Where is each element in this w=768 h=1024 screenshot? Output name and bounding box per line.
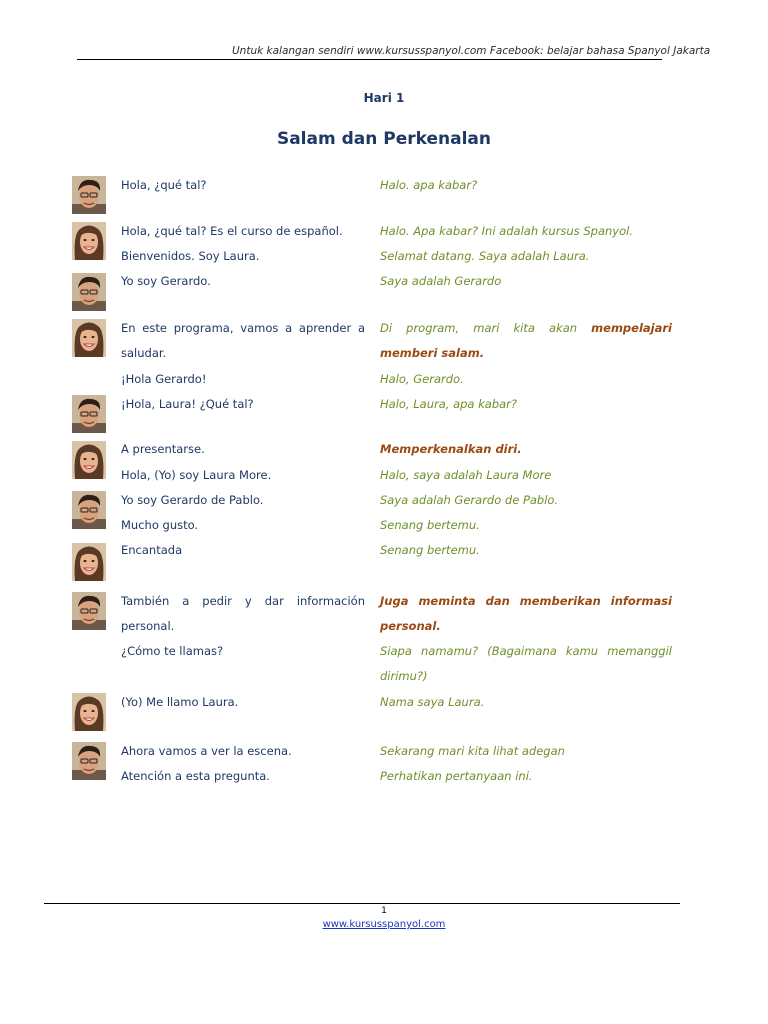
page-number: 1 <box>381 906 387 916</box>
spanish-line: Hola, ¿qué tal? <box>121 178 207 192</box>
spanish-line: Mucho gusto. <box>121 518 199 532</box>
gerardo-avatar-icon <box>72 742 106 780</box>
spanish-line: A presentarse. <box>121 442 205 456</box>
laura-avatar-icon <box>72 543 106 581</box>
spanish-line: Bienvenidos. Soy Laura. <box>121 249 260 263</box>
gerardo-avatar-icon <box>72 491 106 529</box>
indonesian-line: Senang bertemu. <box>380 543 480 557</box>
indonesian-line: Senang bertemu. <box>380 518 480 532</box>
indonesian-line: Halo. Apa kabar? Ini adalah kursus Spanyol. <box>380 224 633 238</box>
spanish-line: También a pedir y dar información personal. <box>121 594 365 633</box>
spanish-line: Ahora vamos a ver la escena. <box>121 744 292 758</box>
spanish-line: Yo soy Gerardo. <box>121 274 211 288</box>
spanish-line: En este programa, vamos a aprender a saludar. <box>121 321 365 360</box>
indonesian-line: Nama saya Laura. <box>380 695 485 709</box>
indonesian-line: Sekarang mari kita lihat adegan <box>380 744 565 758</box>
indonesian-line: Saya adalah Gerardo <box>380 274 502 288</box>
footer-link[interactable]: www.kursusspanyol.com <box>322 919 446 930</box>
indonesian-line-highlighted: Juga meminta dan memberikan informasi personal. <box>380 594 672 633</box>
spanish-line: Atención a esta pregunta. <box>121 769 270 783</box>
highlighted-phrase: mempelajari memberi salam. <box>380 321 672 360</box>
day-label: Hari 1 <box>363 91 405 105</box>
indonesian-line: Halo, Laura, apa kabar? <box>380 397 518 411</box>
indonesian-line-text: Di program, mari kita akan <box>380 321 592 335</box>
spanish-line: Yo soy Gerardo de Pablo. <box>121 493 264 507</box>
gerardo-avatar-icon <box>72 176 106 214</box>
laura-avatar-icon <box>72 693 106 731</box>
gerardo-avatar-icon <box>72 273 106 311</box>
spanish-line: ¡Hola, Laura! ¿Qué tal? <box>121 397 254 411</box>
spanish-line: (Yo) Me llamo Laura. <box>121 695 239 709</box>
footer-divider <box>44 903 680 904</box>
spanish-line: ¿Cómo te llamas? <box>121 644 224 658</box>
gerardo-avatar-icon <box>72 395 106 433</box>
page-title: Salam dan Perkenalan <box>276 129 492 149</box>
indonesian-line <box>380 316 672 366</box>
indonesian-line: Siapa namamu? (Bagaimana kamu memanggil dirimu?) <box>380 644 672 683</box>
indonesian-line: Perhatikan pertanyaan ini. <box>380 769 533 783</box>
gerardo-avatar-icon <box>72 592 106 630</box>
indonesian-line: Saya adalah Gerardo de Pablo. <box>380 493 559 507</box>
spanish-line: Encantada <box>121 543 183 557</box>
indonesian-line: Halo. apa kabar? <box>380 178 478 192</box>
laura-avatar-icon <box>72 441 106 479</box>
spanish-line: ¡Hola Gerardo! <box>121 372 207 386</box>
indonesian-line: Halo, Gerardo. <box>380 372 464 386</box>
laura-avatar-icon <box>72 222 106 260</box>
spanish-line: Hola, ¿qué tal? Es el curso de español. <box>121 224 343 238</box>
header-divider <box>77 59 662 60</box>
spanish-line: Hola, (Yo) soy Laura More. <box>121 468 272 482</box>
indonesian-line-highlighted: Memperkenalkan diri. <box>380 442 522 456</box>
indonesian-line: Halo, saya adalah Laura More <box>380 468 552 482</box>
header-note: Untuk kalangan sendiri www.kursusspanyol.com Facebook: belajar bahasa Spanyol Jakarta <box>232 45 711 57</box>
indonesian-line: Selamat datang. Saya adalah Laura. <box>380 249 590 263</box>
laura-avatar-icon <box>72 319 106 357</box>
